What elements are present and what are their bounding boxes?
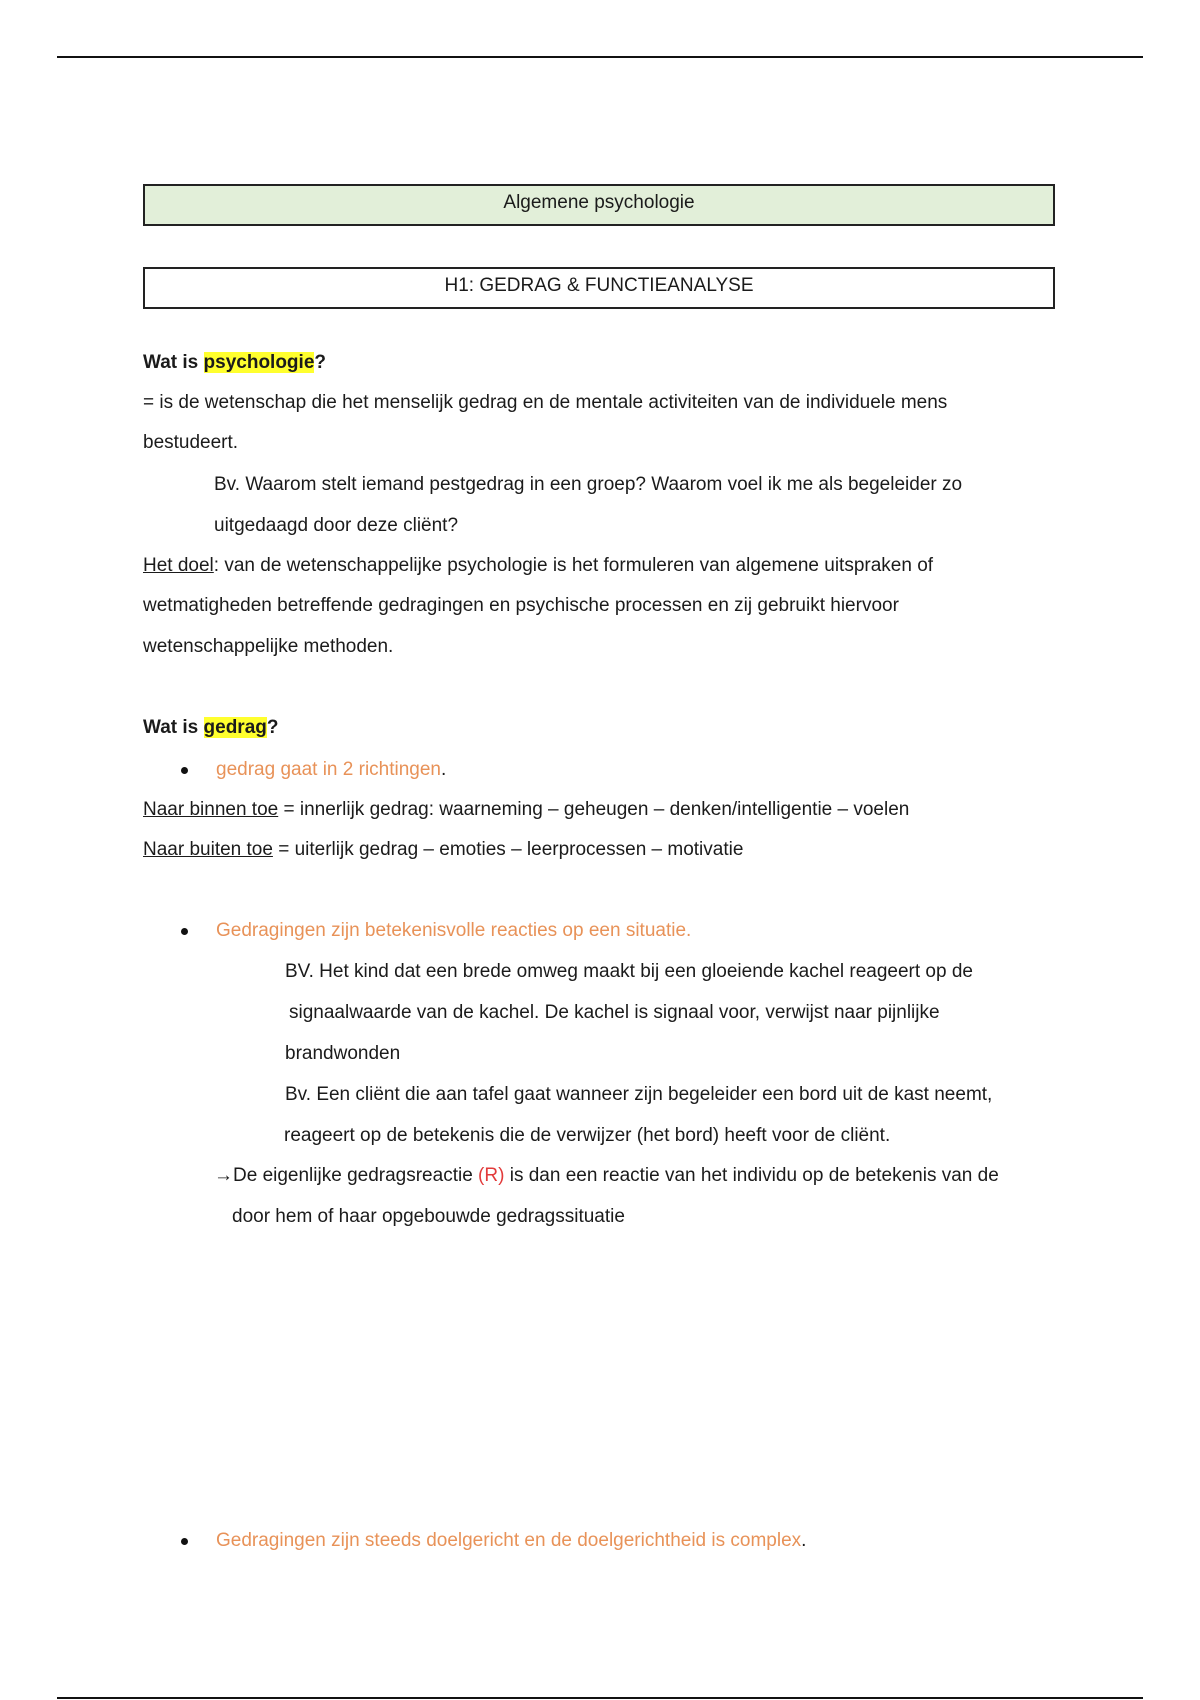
response-marker: (R)	[478, 1165, 505, 1186]
definition-line-1: = is de wetenschap die het menselijk gedrag en de mentale activiteiten van de individuele mens	[143, 392, 948, 413]
definition-line-2: bestudeert.	[143, 432, 239, 453]
bullet-item-1	[216, 757, 446, 783]
question-mark: ?	[266, 717, 279, 738]
conclusion-text-2: is dan een reactie van het individu op de betekenis van de	[504, 1165, 999, 1186]
document-title-box	[143, 184, 1055, 226]
outer-behavior-line	[143, 837, 743, 863]
bullet-1-period: .	[441, 759, 447, 780]
outer-behavior-text: = uiterlijk gedrag – emoties – leerprocessen – motivatie	[272, 839, 744, 860]
bullet-3-period: .	[801, 1530, 807, 1551]
header-rule	[57, 56, 1143, 58]
chapter-heading-box	[143, 267, 1055, 309]
question-psychologie	[143, 350, 326, 376]
document-title: Algemene psychologie	[503, 192, 695, 213]
question-prefix: Wat is	[143, 717, 204, 738]
inner-behavior-label: Naar binnen toe	[143, 799, 279, 820]
question-gedrag	[143, 715, 279, 741]
bullet-dot-2	[181, 928, 188, 935]
example-1-line-2: uitgedaagd door deze cliënt?	[214, 515, 459, 536]
example-2-line-1: BV. Het kind dat een brede omweg maakt bij een gloeiende kachel reageert op de	[285, 961, 973, 982]
chapter-heading: H1: GEDRAG & FUNCTIEANALYSE	[444, 275, 754, 296]
conclusion-line-2: door hem of haar opgebouwde gedragssituatie	[232, 1206, 625, 1227]
highlighted-term: gedrag	[203, 717, 267, 738]
goal-line-3: wetenschappelijke methoden.	[143, 636, 394, 657]
example-2-line-2: signaalwaarde van de kachel. De kachel is signaal voor, verwijst naar pijnlijke	[289, 1002, 940, 1023]
footer-rule	[57, 1697, 1143, 1699]
bullet-dot-3	[181, 1538, 188, 1545]
inner-behavior-line	[143, 797, 909, 823]
outer-behavior-label: Naar buiten toe	[143, 839, 273, 860]
goal-line-2: wetmatigheden betreffende gedragingen en psychische processen en zij gebruikt hiervoor	[143, 595, 899, 616]
bullet-1-text: gedrag gaat in 2 richtingen	[216, 759, 441, 780]
arrow-icon: →	[214, 1165, 233, 1186]
highlighted-term: psychologie	[203, 352, 315, 373]
bullet-item-3	[216, 1528, 806, 1554]
conclusion-text-1: De eigenlijke gedragsreactie	[233, 1165, 479, 1186]
question-mark: ?	[314, 352, 326, 373]
example-1-line-1: Bv. Waarom stelt iemand pestgedrag in een groep? Waarom voel ik me als begeleider zo	[214, 474, 963, 495]
example-3-line-2: reageert op de betekenis die de verwijzer (het bord) heeft voor de cliënt.	[284, 1125, 891, 1146]
goal-line-1	[143, 553, 933, 579]
goal-text: : van de wetenschappelijke psychologie is het formuleren van algemene uitspraken of	[213, 555, 934, 576]
bullet-3-text: Gedragingen zijn steeds doelgericht en de doelgerichtheid is complex	[216, 1530, 802, 1551]
inner-behavior-text: = innerlijk gedrag: waarneming – geheugen – denken/intelligentie – voelen	[278, 799, 910, 820]
question-prefix: Wat is	[143, 352, 204, 373]
bullet-item-2: Gedragingen zijn betekenisvolle reacties op een situatie.	[216, 920, 692, 941]
example-2-line-3: brandwonden	[285, 1043, 401, 1064]
conclusion-line-1	[214, 1163, 999, 1189]
goal-label: Het doel	[143, 555, 214, 576]
example-3-line-1: Bv. Een cliënt die aan tafel gaat wanneer zijn begeleider een bord uit de kast neemt,	[285, 1084, 993, 1105]
bullet-dot-1	[181, 767, 188, 774]
